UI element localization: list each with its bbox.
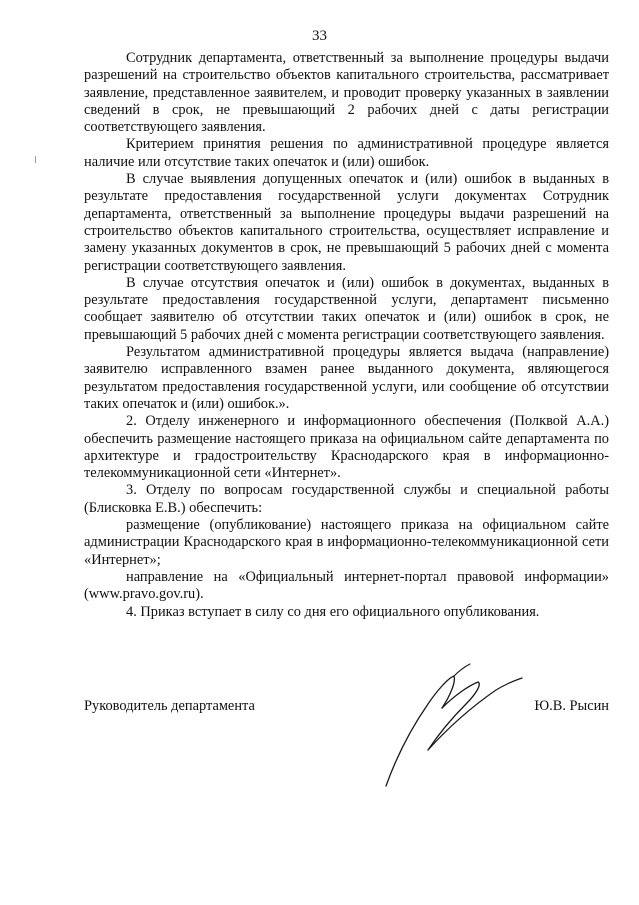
signatory-position: Руководитель департамента — [84, 698, 255, 714]
paragraph-errors-found: В случае выявления допущенных опечаток и (или) ошибок в выданных в результате предоставления государственной услуги документах Сотрудник департамента, ответственный за выполнение процедуры выдачи разрешений на строительство объектов капитального строительства, осуществляет исправление и замену указанных документов в срок, не превышающий 5 рабочих дней с момента регистрации соответствующего заявления. — [84, 171, 609, 274]
paragraph-procedure-result: Результатом административной процедуры является выдача (направление) заявителю исправленного взамен ранее выданного документа, являющегося результатом предоставления государственной услуги, или сообщение об отсутствии таких опечаток и (или) ошибок.». — [84, 344, 609, 412]
handwritten-signature — [370, 660, 530, 790]
paragraph-item-3-portal: направление на «Официальный интернет-портал правовой информации» (www.pravo.gov.ru). — [84, 568, 609, 603]
paragraph-decision-criterion: Критерием принятия решения по административной процедуре является наличие или отсутствие таких опечаток и (или) ошибок. — [84, 136, 609, 170]
paragraph-item-3-publication: размещение (опубликование) настоящего приказа на официальном сайте администрации Краснодарского края в информационно-телекоммуникационной сети «Интернет»; — [84, 517, 609, 568]
page-number: 33 — [312, 28, 327, 44]
signatory-name: Ю.В. Рысин — [534, 698, 609, 714]
margin-mark — [35, 156, 36, 163]
paragraph-item-4: 4. Приказ вступает в силу со дня его официального опубликования. — [126, 603, 540, 620]
paragraph-item-2: 2. Отделу инженерного и информационного обеспечения (Полквой А.А.) обеспечить размещение настоящего приказа на официальном сайте департамента по архитектуре и градостроительству Краснодарского края в информационно-телекоммуникационной сети «Интернет». — [84, 413, 609, 482]
paragraph-no-errors: В случае отсутствия опечаток и (или) ошибок в документах, выданных в результате предоставления государственной услуги, департамент письменно сообщает заявителю об отсутствии таких опечаток и (или) ошибок в срок, не превышающий 5 рабочих дней с момента регистрации соответствующего заявления. — [84, 274, 609, 343]
document-body — [84, 50, 609, 621]
paragraph-employee-review: Сотрудник департамента, ответственный за выполнение процедуры выдачи разрешений на строительство объектов капитального строительства, рассматривает заявление, представленное заявителем, и проводит проверку указанных в заявлении сведений в срок, не превышающий 2 рабочих дней с даты регистрации соответствующего заявления. — [84, 50, 609, 136]
paragraph-item-3: 3. Отделу по вопросам государственной службы и специальной работы (Блисковка Е.В.) обеспечить: — [84, 482, 609, 516]
